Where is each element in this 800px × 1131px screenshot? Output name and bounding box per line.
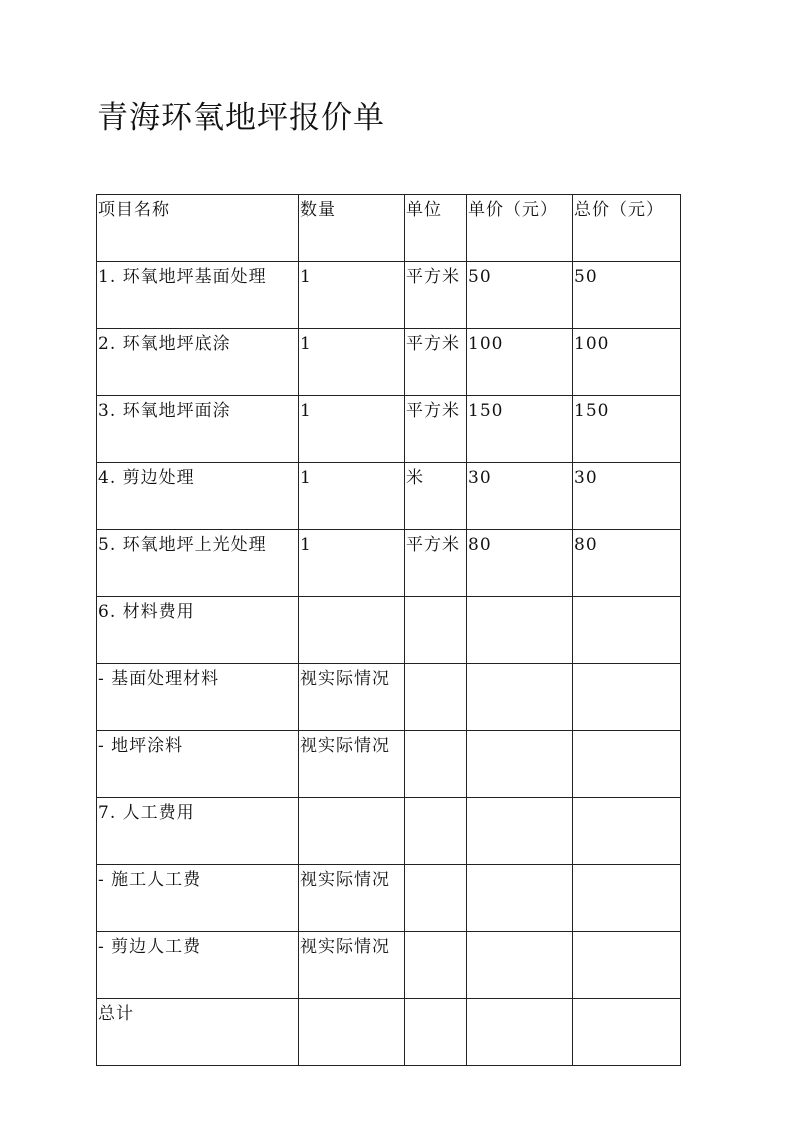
table-row xyxy=(97,798,681,865)
cell-item-name: - 基面处理材料 xyxy=(97,664,299,731)
cell-quantity: 视实际情况 xyxy=(299,664,405,731)
cell-item-name: 4. 剪边处理 xyxy=(97,463,299,530)
table-row xyxy=(97,396,681,463)
cell-unit-price xyxy=(467,932,573,999)
cell-total-price: 100 xyxy=(573,329,681,396)
table-header-row xyxy=(97,195,681,262)
cell-quantity: 1 xyxy=(299,329,405,396)
cell-unit-price: 100 xyxy=(467,329,573,396)
cell-total-price xyxy=(573,664,681,731)
cell-total-price xyxy=(573,865,681,932)
cell-item-name: 7. 人工费用 xyxy=(97,798,299,865)
cell-quantity: 视实际情况 xyxy=(299,731,405,798)
header-quantity: 数量 xyxy=(299,195,405,262)
cell-unit: 平方米 xyxy=(405,530,467,597)
cell-total-price: 30 xyxy=(573,463,681,530)
cell-unit: 平方米 xyxy=(405,329,467,396)
header-total-price: 总价（元） xyxy=(573,195,681,262)
cell-total-price xyxy=(573,999,681,1066)
cell-unit: 平方米 xyxy=(405,396,467,463)
cell-unit xyxy=(405,731,467,798)
cell-item-name: - 剪边人工费 xyxy=(97,932,299,999)
cell-unit xyxy=(405,597,467,664)
cell-total-price: 50 xyxy=(573,262,681,329)
cell-item-name: 3. 环氧地坪面涂 xyxy=(97,396,299,463)
cell-unit: 平方米 xyxy=(405,262,467,329)
cell-quantity: 视实际情况 xyxy=(299,932,405,999)
cell-unit-price xyxy=(467,731,573,798)
header-unit: 单位 xyxy=(405,195,467,262)
cell-unit xyxy=(405,932,467,999)
cell-unit-price xyxy=(467,999,573,1066)
cell-total-price xyxy=(573,597,681,664)
cell-unit xyxy=(405,865,467,932)
document-title: 青海环氧地坪报价单 xyxy=(97,100,385,136)
cell-item-name: 6. 材料费用 xyxy=(97,597,299,664)
table-row xyxy=(97,262,681,329)
cell-unit xyxy=(405,798,467,865)
cell-item-name: 1. 环氧地坪基面处理 xyxy=(97,262,299,329)
cell-quantity: 1 xyxy=(299,262,405,329)
cell-unit xyxy=(405,664,467,731)
table-row xyxy=(97,731,681,798)
table-row xyxy=(97,329,681,396)
cell-unit-price: 50 xyxy=(467,262,573,329)
cell-total-price xyxy=(573,798,681,865)
table-row xyxy=(97,932,681,999)
header-item-name: 项目名称 xyxy=(97,195,299,262)
cell-quantity: 1 xyxy=(299,530,405,597)
cell-unit-price xyxy=(467,798,573,865)
header-unit-price: 单价（元） xyxy=(467,195,573,262)
cell-quantity: 1 xyxy=(299,396,405,463)
table-row xyxy=(97,664,681,731)
cell-unit-price xyxy=(467,597,573,664)
cell-quantity: 1 xyxy=(299,463,405,530)
cell-total-price xyxy=(573,932,681,999)
cell-item-name: - 地坪涂料 xyxy=(97,731,299,798)
table-row xyxy=(97,463,681,530)
cell-unit: 米 xyxy=(405,463,467,530)
cell-total-price: 150 xyxy=(573,396,681,463)
cell-unit-price: 80 xyxy=(467,530,573,597)
cell-item-name: 2. 环氧地坪底涂 xyxy=(97,329,299,396)
cell-unit-price xyxy=(467,664,573,731)
table-row xyxy=(97,530,681,597)
cell-total-price: 80 xyxy=(573,530,681,597)
cell-unit-price: 150 xyxy=(467,396,573,463)
table-total-row xyxy=(97,999,681,1066)
table-row xyxy=(97,865,681,932)
cell-quantity xyxy=(299,798,405,865)
cell-item-name: 5. 环氧地坪上光处理 xyxy=(97,530,299,597)
cell-quantity: 视实际情况 xyxy=(299,865,405,932)
cell-total-price xyxy=(573,731,681,798)
cell-quantity xyxy=(299,999,405,1066)
cell-total-label: 总计 xyxy=(97,999,299,1066)
cell-unit xyxy=(405,999,467,1066)
cell-unit-price xyxy=(467,865,573,932)
cell-item-name: - 施工人工费 xyxy=(97,865,299,932)
quote-table xyxy=(96,194,681,1066)
table-row xyxy=(97,597,681,664)
cell-quantity xyxy=(299,597,405,664)
cell-unit-price: 30 xyxy=(467,463,573,530)
